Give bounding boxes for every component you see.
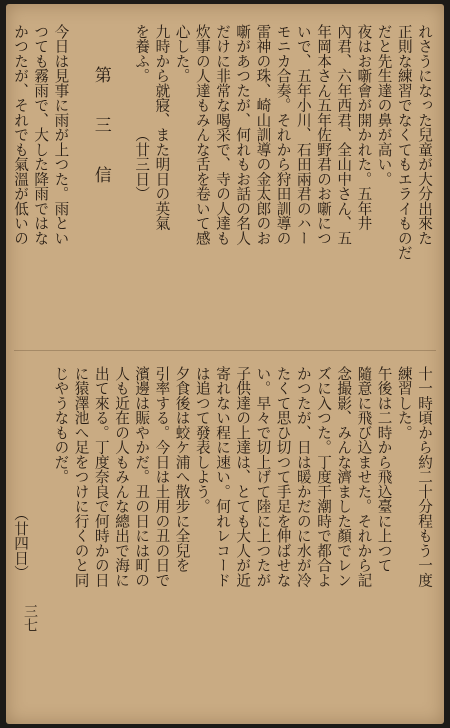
text-column: い。早々で切上げて陸に上つたが: [254, 366, 272, 588]
text-column: 濱邊は賑やかだ。丑の日には町の: [133, 366, 151, 588]
text-column: 炊事の人達もみんな舌を卷いて感: [193, 24, 211, 246]
text-column: （廿四日）: [12, 366, 29, 580]
text-column: じやうなものだ。: [52, 366, 70, 484]
text-column: 寄れない程に速い。何れレコード: [214, 366, 231, 588]
text-column: かつたが、それでも氣溫が低いの: [12, 24, 29, 246]
text-column: 心した。: [173, 24, 191, 83]
text-column: 夜はお噺會が開かれた。五年井: [355, 24, 373, 231]
section-divider: [14, 350, 436, 351]
text-column: 午後は二時から飛込臺に上つて: [375, 366, 393, 573]
text-column: だけに非常な喝采で、寺の人達も: [214, 24, 231, 246]
text-column: に猿澤池へ足をつけに行くのと同: [72, 366, 90, 588]
text-column: 九時から就寢、また明日の英氣: [153, 24, 171, 231]
text-column: モニカ合奏。それから狩田訓導の: [274, 24, 292, 246]
page-number: 三七: [22, 604, 38, 633]
text-column: を養ふ。 （廿三日）: [133, 24, 151, 202]
text-column: 隨意に飛び込ませた。それから記: [355, 366, 373, 588]
text-column: 念撮影、みんな濟ました顏でレン: [335, 366, 353, 588]
text-column: 今日は見事に雨が上つた。雨とい: [52, 24, 70, 246]
text-column: 噺があつたが、何れもお話の名人: [234, 24, 252, 246]
text-column: 引率する。今日は土用の丑の日で: [153, 366, 171, 588]
text-column: 十一時頃から約二十分程もう一度: [416, 366, 433, 588]
text-column: 正則な練習でなくてもエライものだ: [395, 24, 413, 260]
text-column: かつたが、日は暖かだのに水が冷: [294, 366, 312, 588]
text-column: 雷神の珠、崎山訓導の金太郎のお: [254, 24, 272, 246]
text-column: 子供達の上達は、とても大人が近: [234, 366, 252, 588]
text-column: 內君、六年西君、全山中さん、五: [335, 24, 353, 246]
text-column: 人も近在の人もみんな總出で海に: [113, 366, 130, 588]
text-column: 出て來る。丁度奈良で何時かの日: [92, 366, 110, 588]
text-column: つても霧雨で、大した降雨ではな: [32, 24, 50, 246]
text-column: だと先生達の鼻が高い。: [375, 24, 393, 187]
book-page: [6, 4, 444, 724]
text-column: 第 三 信: [90, 66, 111, 191]
text-column: 年岡本さん五年佐野君のお噺につ: [315, 24, 332, 246]
text-column: 練習した。: [395, 366, 413, 440]
text-column: れさうになった兒童が大分出來た: [416, 24, 433, 246]
text-column: は追つて發表しよう。: [193, 366, 211, 514]
text-column: いで、五年小川、石田兩君のハー: [294, 24, 312, 246]
text-column: ズに入つた。丁度干潮時で都合よ: [315, 366, 332, 588]
text-column: 夕食後は蛟ケ浦へ散步に全兒を: [173, 366, 191, 573]
text-column: たくて思ひ切つて手足を伸ばせな: [274, 366, 292, 588]
